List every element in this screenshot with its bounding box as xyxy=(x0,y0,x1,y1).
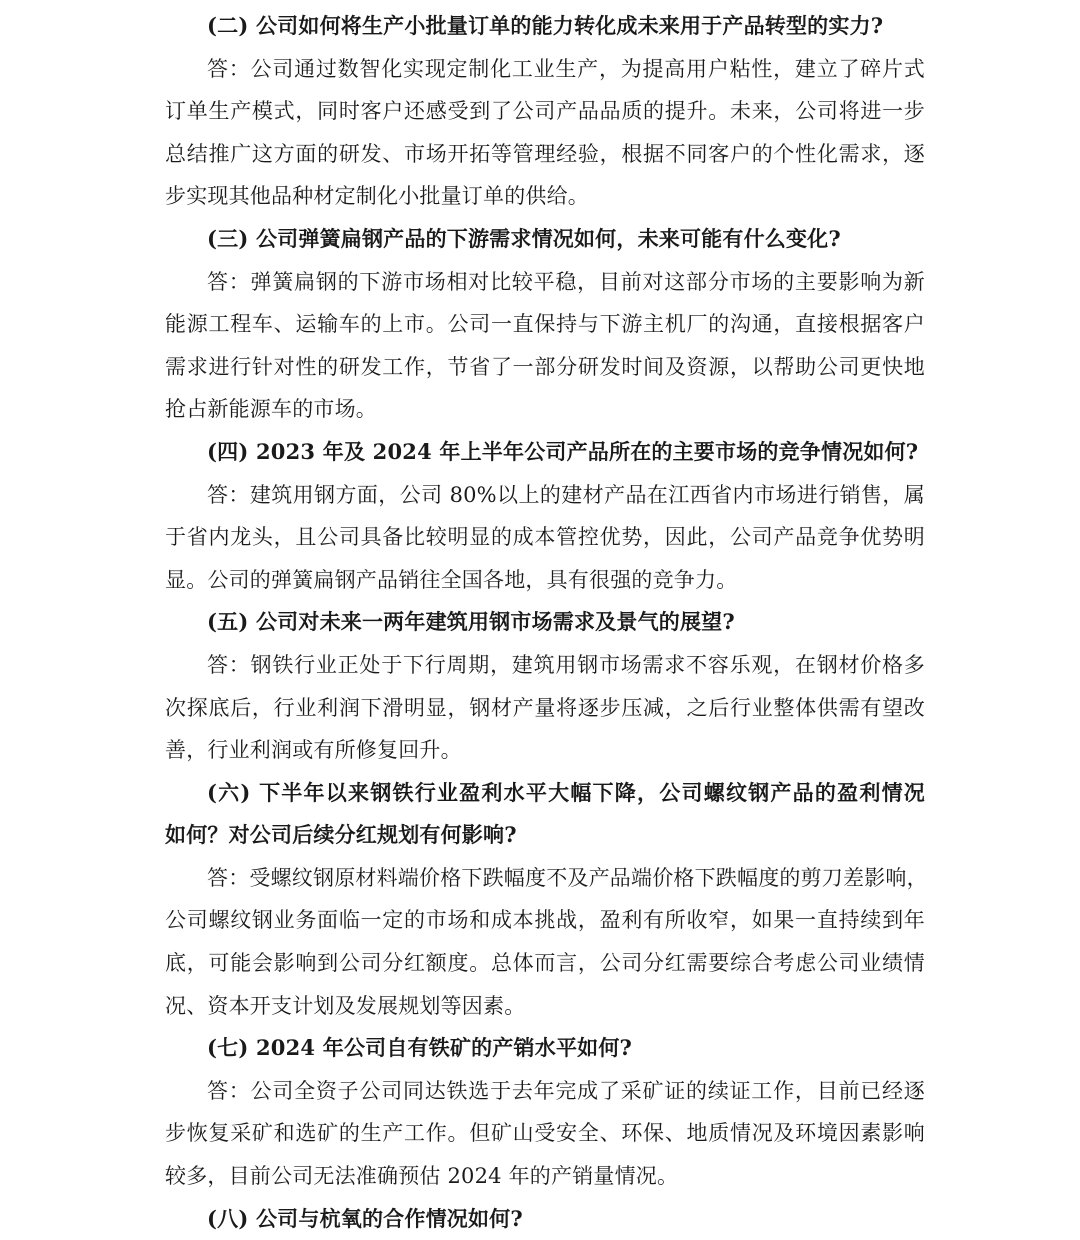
answer-line: 公司螺纹钢业务面临一定的市场和成本挑战，盈利有所收窄，如果一直持续到年 xyxy=(165,908,925,933)
question-heading: (四) 2023 年及 2024 年上半年公司产品所在的主要市场的竞争情况如何? xyxy=(207,438,919,464)
answer-line: 抢占新能源车的市场。 xyxy=(165,397,377,422)
answer-line: 步恢复采矿和选矿的生产工作。但矿山受安全、环保、地质情况及环境因素影响 xyxy=(165,1121,925,1146)
answer-line: 总结推广这方面的研发、市场开拓等管理经验，根据不同客户的个性化需求，逐 xyxy=(165,141,925,166)
answer-line: 答：建筑用钢方面，公司 80%以上的建材产品在江西省内市场进行销售，属 xyxy=(207,482,925,507)
answer-line: 订单生产模式，同时客户还感受到了公司产品品质的提升。未来，公司将进一步 xyxy=(165,99,925,124)
answer-line: 况、资本开支计划及发展规划等因素。 xyxy=(165,993,526,1018)
answer-line: 善，行业利润或有所修复回升。 xyxy=(165,738,462,763)
answer-line: 答：钢铁行业正处于下行周期，建筑用钢市场需求不容乐观，在钢材价格多 xyxy=(207,652,925,677)
question-heading: (七) 2024 年公司自有铁矿的产销水平如何? xyxy=(207,1035,633,1061)
answer-line: 能源工程车、运输车的上市。公司一直保持与下游主机厂的沟通，直接根据客户 xyxy=(165,312,925,337)
question-heading: (八) 公司与杭氧的合作情况如何? xyxy=(207,1205,523,1231)
answer-line: 于省内龙头，且公司具备比较明显的成本管控优势，因此，公司产品竞争优势明 xyxy=(165,525,925,550)
answer-line: 次探底后，行业利润下滑明显，钢材产量将逐步压减，之后行业整体供需有望改 xyxy=(165,695,925,720)
answer-line: 较多，目前公司无法准确预估 2024 年的产销量情况。 xyxy=(165,1164,679,1189)
answer-line: 答：弹簧扁钢的下游市场相对比较平稳，目前对这部分市场的主要影响为新 xyxy=(207,269,925,294)
question-heading: (三) 公司弹簧扁钢产品的下游需求情况如何，未来可能有什么变化? xyxy=(207,225,841,251)
question-heading: (五) 公司对未来一两年建筑用钢市场需求及景气的展望? xyxy=(207,609,735,635)
answer-line: 显。公司的弹簧扁钢产品销往全国各地，具有很强的竞争力。 xyxy=(165,567,738,592)
question-heading: (二) 公司如何将生产小批量订单的能力转化成未来用于产品转型的实力? xyxy=(207,13,884,38)
answer-line: 步实现其他品种材定制化小批量订单的供给。 xyxy=(165,184,589,209)
answer-line: 答：公司全资子公司同达铁选于去年完成了采矿证的续证工作，目前已经逐 xyxy=(207,1078,925,1103)
question-heading: (六) 下半年以来钢铁行业盈利水平大幅下降，公司螺纹钢产品的盈利情况 xyxy=(207,779,925,805)
answer-line: 答：受螺纹钢原材料端价格下跌幅度不及产品端价格下跌幅度的剪刀差影响， xyxy=(207,865,928,890)
answer-line: 答：公司通过数智化实现定制化工业生产，为提高用户粘性，建立了碎片式 xyxy=(207,56,925,81)
question-heading-continued: 如何？对公司后续分红规划有何影响? xyxy=(165,822,517,848)
answer-line: 底，可能会影响到公司分红额度。总体而言，公司分红需要综合考虑公司业绩情 xyxy=(165,951,925,976)
answer-line: 需求进行针对性的研发工作，节省了一部分研发时间及资源，以帮助公司更快地 xyxy=(165,354,925,379)
document-page xyxy=(165,5,928,1240)
